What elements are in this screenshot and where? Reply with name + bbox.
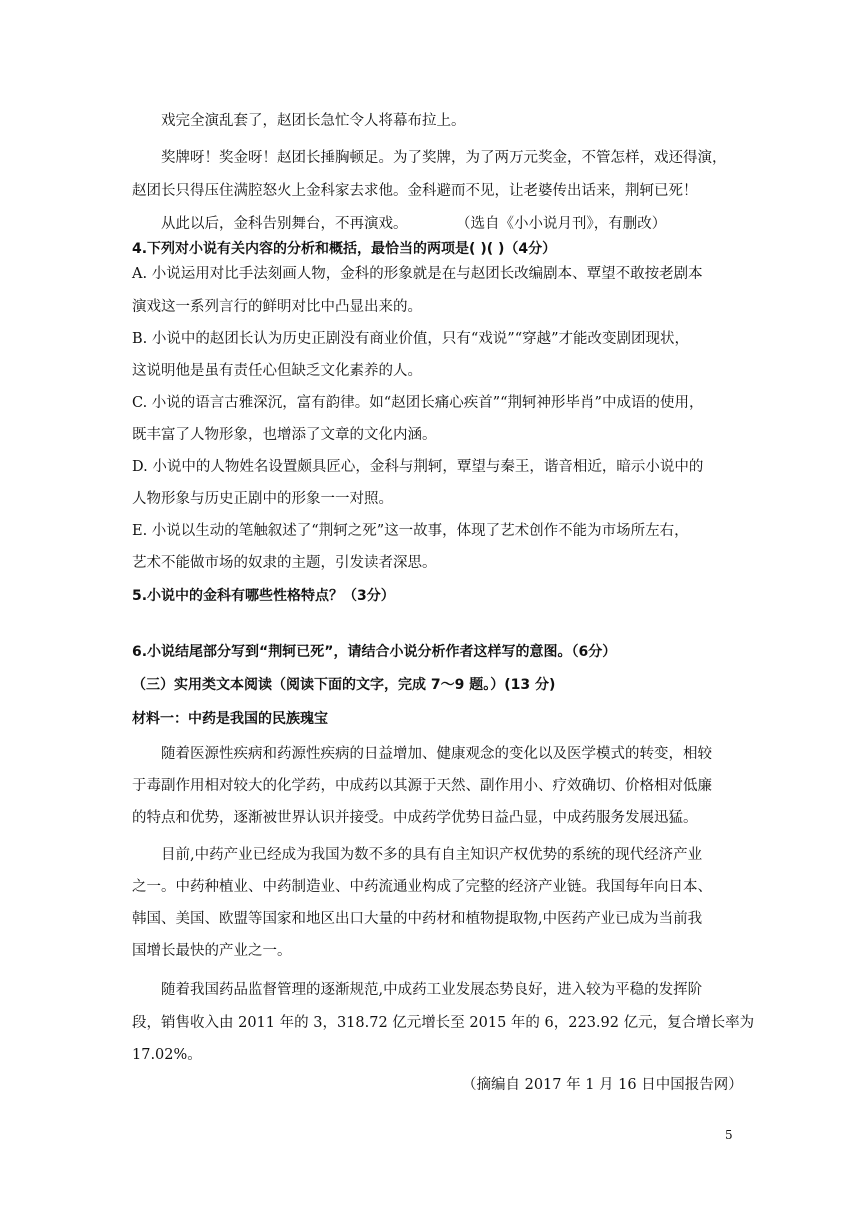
option-b: B. 小说中的赵团长认为历史正剧没有商业价值，只有“戏说”“穿越”才能改变剧团现状，: [132, 331, 690, 347]
option-d-cont: 人物形象与历史正剧中的形象一一对照。: [132, 491, 393, 507]
material-paragraph: 之一。中药种植业、中药制造业、中药流通业构成了完整的经济产业链。我国每年向日本、: [132, 879, 712, 895]
material-paragraph: 17.02%。: [132, 1047, 202, 1063]
story-paragraph: 戏完全演乱套了，赵团长急忙令人将幕布拉上。: [161, 113, 466, 129]
question-6: 6.小说结尾部分写到“荆轲已死”，请结合小说分析作者这样写的意图。（6分）: [132, 644, 617, 660]
story-paragraph: 赵团长只得压住满腔怒火上金科家去求他。金科避而不见，让老婆传出话来，荆轲已死！: [132, 183, 698, 199]
material-paragraph: 韩国、美国、欧盟等国家和地区出口大量的中药材和植物提取物,中医药产业已成为当前我: [132, 911, 703, 927]
material-paragraph: 于毒副作用相对较大的化学药，中成药以其源于天然、副作用小、疗效确切、价格相对低廉: [132, 778, 712, 794]
story-paragraph: 从此以后，金科告别舞台，不再演戏。: [161, 216, 408, 232]
story-source: （选自《小小说月刊》，有删改）: [456, 216, 667, 232]
material-paragraph: 随着医源性疾病和药源性疾病的日益增加、健康观念的变化以及医学模式的转变，相较: [161, 746, 712, 762]
question-4-stem: 4.下列对小说有关内容的分析和概括，最恰当的两项是( )( )（4分）: [132, 241, 557, 257]
material-paragraph: 的特点和优势，逐渐被世界认识并接受。中成药学优势日益凸显，中成药服务发展迅猛。: [132, 810, 698, 826]
material-paragraph: 目前,中药产业已经成为我国为数不多的具有自主知识产权优势的系统的现代经济产业: [161, 847, 703, 863]
option-c-cont: 既丰富了人物形象，也增添了文章的文化内涵。: [132, 427, 437, 443]
option-c: C. 小说的语言古雅深沉，富有韵律。如“赵团长痛心疾首”“荆轲神形毕肖”中成语的使用，: [132, 395, 704, 411]
question-5: 5.小说中的金科有哪些性格特点？（3分）: [132, 588, 395, 604]
option-e: E. 小说以生动的笔触叙述了“荆轲之死”这一故事，体现了艺术创作不能为市场所左右，: [132, 523, 689, 539]
section-3-heading: （三）实用类文本阅读（阅读下面的文字，完成 7～9 题。）(13 分): [132, 677, 556, 693]
material-source: （摘编自 2017 年 1 月 16 日中国报告网）: [462, 1077, 743, 1093]
page-number: 5: [725, 1128, 733, 1142]
material-1-title: 材料一：中药是我国的民族瑰宝: [132, 711, 328, 727]
option-d: D. 小说中的人物姓名设置颇具匠心，金科与荆轲，覃望与秦王，谐音相近，暗示小说中的: [132, 459, 704, 475]
material-paragraph: 段，销售收入由 2011 年的 3，318.72 亿元增长至 2015 年的 6，223.92 亿元，复合增长率为: [132, 1015, 755, 1031]
story-paragraph: 奖牌呀！奖金呀！赵团长捶胸顿足。为了奖牌，为了两万元奖金，不管怎样，戏还得演，: [161, 150, 727, 166]
option-a: A. 小说运用对比手法刻画人物，金科的形象就是在与赵团长改编剧本、覃望不敢按老剧本: [132, 266, 703, 282]
option-a-cont: 演戏这一系列言行的鲜明对比中凸显出来的。: [132, 299, 422, 315]
option-b-cont: 这说明他是虽有责任心但缺乏文化素养的人。: [132, 363, 422, 379]
option-e-cont: 艺术不能做市场的奴隶的主题，引发读者深思。: [132, 555, 437, 571]
material-paragraph: 随着我国药品监督管理的逐渐规范,中成药工业发展态势良好，进入较为平稳的发挥阶: [161, 982, 703, 998]
material-paragraph: 国增长最快的产业之一。: [132, 943, 292, 959]
